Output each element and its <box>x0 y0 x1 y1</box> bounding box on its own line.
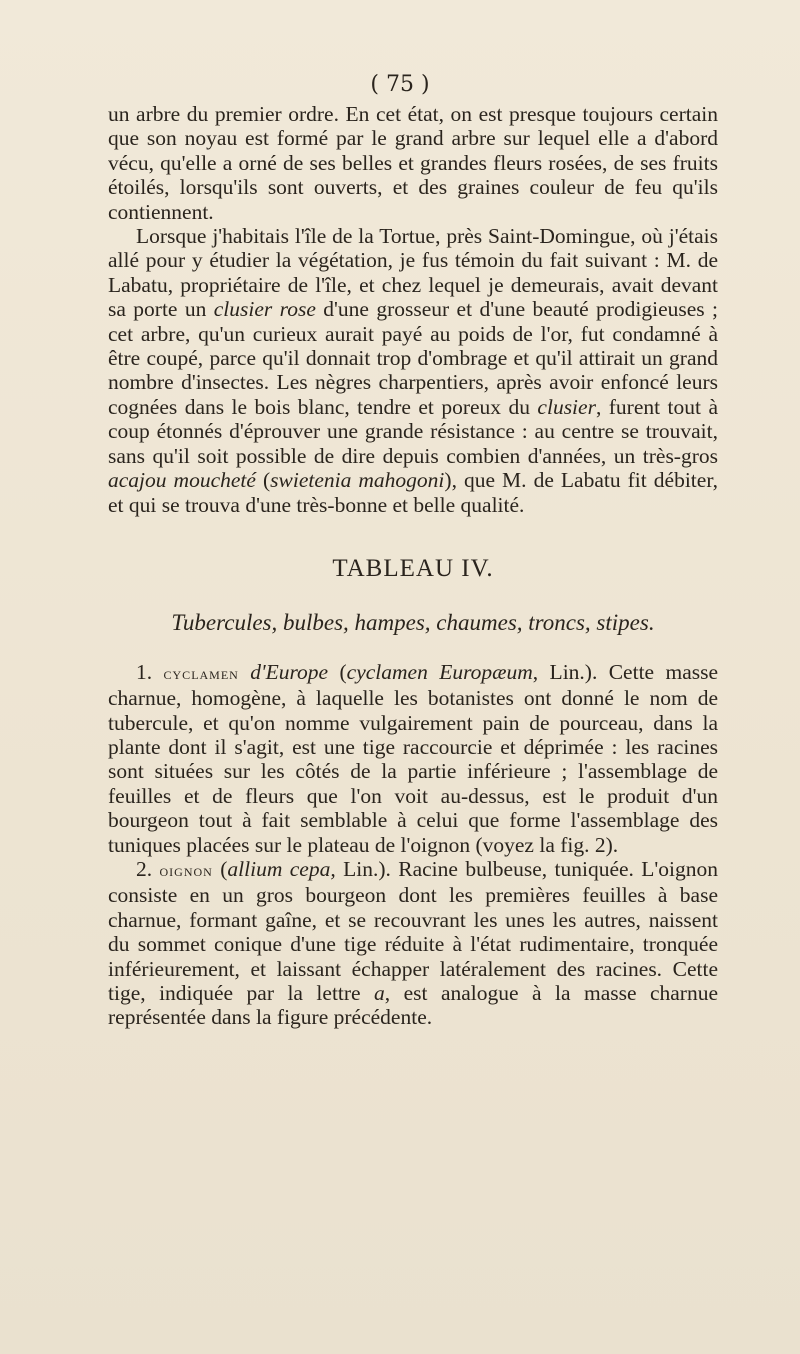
section-title: TABLEAU IV. <box>332 554 494 582</box>
anecdote-text-a: Lorsque j'habitais l'île de la Tortue, près Saint-Domingue, où j'étais allé pour y étudier la végétation, je fus témoin du fait suivant : M. de Labatu, propriétaire de l'île, et chez lequel je demeurais, avait devant sa porte un <box>108 224 718 322</box>
term-clusier-rose: clusier rose <box>213 297 316 322</box>
entry-latin-name: allium cepa, <box>227 856 336 881</box>
entry-text-a: ( <box>220 856 228 881</box>
entry-name: oignon <box>159 860 213 880</box>
term-clusier: clusier <box>537 394 596 419</box>
entry-letter: a <box>374 981 385 1005</box>
entry-number: 1. <box>136 659 153 684</box>
entry-oignon <box>108 857 718 1030</box>
term-swietenia: swietenia mahogoni <box>270 468 445 493</box>
anecdote-text-c: , furent tout à coup étonnés d'éprouver une grande résistance : au centre se trouvait, sans qu'il soit possible de dire depuis combien d'années, un très-gros <box>108 394 718 468</box>
section-subtitle: Tubercules, bulbes, hampes, chaumes, troncs, stipes. <box>171 610 655 636</box>
entry-qualifier: d'Europe <box>250 659 329 684</box>
entry-number: 2. <box>136 856 153 881</box>
page-text <box>108 102 718 1030</box>
paragraph-anecdote <box>108 224 718 517</box>
entry-cyclamen <box>108 660 718 857</box>
anecdote-text-e: ), que M. de Labatu fit débiter, et qui se trouva d'une très-bonne et belle qualité. <box>108 468 718 517</box>
anecdote-text-d: ( <box>262 468 271 493</box>
entry-text-c: , est analogue à la masse charnue représentée dans la figure précédente. <box>108 981 719 1030</box>
term-acajou: acajou moucheté <box>108 468 256 493</box>
paragraph-intro: un arbre du premier ordre. En cet état, on est presque toujours certain que son noyau est formé par le grand arbre sur lequel elle a d'abord vécu, qu'elle a orné de ses belles et grandes fleurs rosées, de ses fruits étoilés, lorsqu'ils sont ouverts, et des graines couleur de feu qu'ils contiennent. <box>108 102 718 224</box>
anecdote-text-b: d'une grosseur et d'une beauté prodigieuses ; cet arbre, qu'un curieux aurait payé au poids de l'or, fut condamné à être coupé, parce qu'il donnait trop d'ombrage et qu'il attirait un grand nombre d'insectes. Les nègres charpentiers, après avoir enfoncé leurs cognées dans le bois blanc, tendre et poreux du <box>108 297 719 419</box>
entry-text-a: ( <box>339 659 347 684</box>
entry-name: cyclamen <box>163 663 239 683</box>
entry-text-b: , Lin.). Cette masse charnue, homogène, à laquelle les botanistes ont donné le nom de tubercule, et qu'on nomme vulgairement pain de pourceau, dans la plante dont il s'agit, est une tige raccourcie et déprimée : les racines sont situées sur les côtés de la partie inférieure ; l'assemblage de feuilles et de fleurs que l'on voit au-dessus, est le produit d'un bourgeon tout à fait semblable à celui que forme l'assemblage des tuniques placées sur le plateau de l'oignon (voyez la fig. 2). <box>108 659 719 857</box>
page-number: ( 75 ) <box>370 72 430 97</box>
entry-text-b: Lin.). Racine bulbeuse, tuniquée. L'oignon consiste en un gros bourgeon dont les premières feuilles à base charnue, formant gaîne, et se recouvrant les unes les autres, naissent du sommet conique d'une tige réduite à l'état rudimentaire, tronquée inférieurement, et laissant échapper latéralement des racines. Cette tige, indiquée par la lettre <box>108 856 719 1005</box>
entry-latin-name: cyclamen Europæum <box>346 659 533 684</box>
